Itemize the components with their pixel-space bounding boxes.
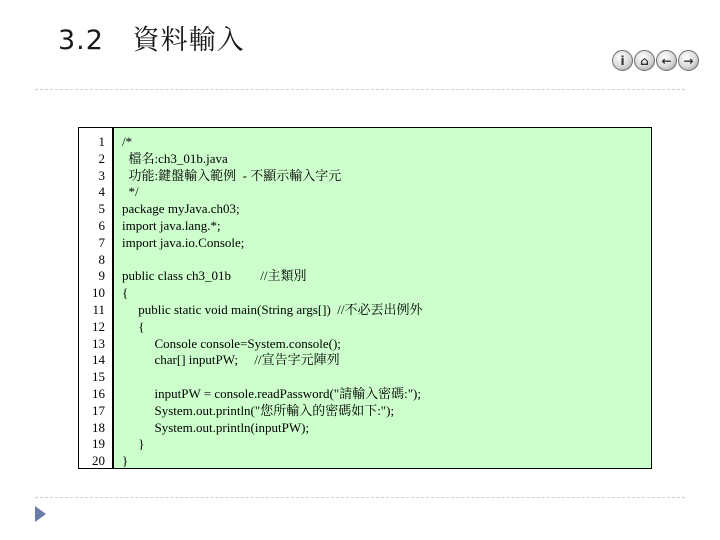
code-line: import java.lang.*;: [122, 217, 221, 233]
code-line: /*: [122, 134, 133, 149]
code-line: 檔名:ch3_01b.java: [122, 150, 228, 166]
line-number: 8: [98, 251, 105, 267]
line-number: 4: [98, 184, 105, 200]
line-number: 11: [92, 301, 105, 317]
line-number: 6: [98, 217, 105, 233]
line-number: 7: [98, 234, 105, 250]
code-line: System.out.println(inputPW);: [122, 419, 310, 435]
code-line: [122, 252, 423, 269]
slide-title: 3.2 資料輸入: [58, 25, 245, 56]
code-area: [112, 128, 651, 468]
code-line: {: [122, 318, 145, 334]
code-line: import java.io.Console;: [122, 234, 245, 250]
code-line: }: [122, 436, 145, 452]
line-number: 20: [92, 453, 105, 469]
line-number: 9: [98, 268, 105, 284]
bottom-divider: [35, 497, 685, 498]
code-listing: [78, 127, 652, 469]
line-number: 1: [98, 134, 105, 149]
line-number: 5: [98, 201, 105, 217]
line-number: 15: [92, 369, 105, 385]
code-line: [122, 369, 423, 386]
code-line: System.out.println("您所輸入的密碼如下:");: [122, 402, 395, 418]
line-number: 19: [92, 436, 105, 452]
line-number: 10: [92, 285, 105, 301]
arrow-left-icon[interactable]: ←: [656, 50, 677, 71]
code-line: package myJava.ch03;: [122, 201, 240, 217]
info-icon[interactable]: i: [612, 50, 633, 71]
line-number: 3: [98, 167, 105, 183]
line-number: 12: [92, 318, 105, 334]
line-number: 14: [92, 352, 105, 368]
line-number: 2: [98, 150, 105, 166]
arrow-right-icon[interactable]: →: [678, 50, 699, 71]
line-number: 13: [92, 335, 105, 351]
code-line: Console console=System.console();: [122, 335, 341, 351]
code-line: {: [122, 285, 129, 301]
code-line: }: [122, 453, 129, 469]
code-line: char[] inputPW; //宣告字元陣列: [122, 352, 340, 368]
line-number: 17: [92, 402, 105, 418]
code-line: public class ch3_01b //主類別: [122, 268, 307, 284]
line-number-gutter: [79, 134, 105, 470]
top-divider: [35, 89, 685, 90]
nav-buttons: [612, 50, 699, 71]
home-icon[interactable]: ⌂: [634, 50, 655, 71]
line-number: 16: [92, 385, 105, 401]
code-line: inputPW = console.readPassword("請輸入密碼:");: [122, 385, 421, 401]
code-lines: [122, 134, 423, 470]
code-line: */: [122, 184, 139, 200]
code-line: 功能:鍵盤輸入範例 - 不顯示輸入字元: [122, 167, 342, 183]
footer-arrow-icon: [35, 506, 46, 522]
line-number: 18: [92, 419, 105, 435]
code-line: public static void main(String args[]) //不必丟出例外: [122, 301, 423, 317]
